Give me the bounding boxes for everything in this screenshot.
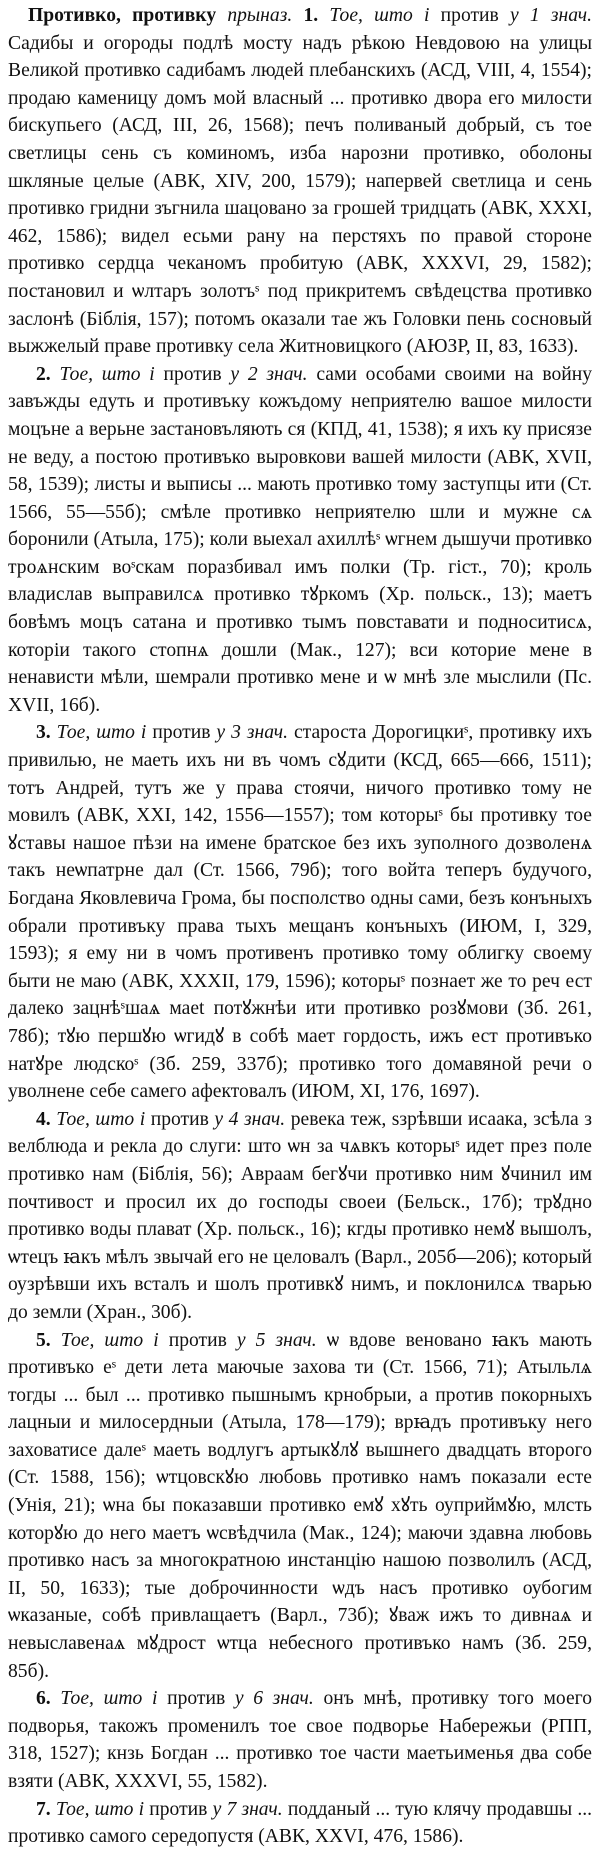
sense-gloss-word: против [150, 1108, 209, 1130]
sense-gloss-ref: у 1 знач. [509, 5, 592, 26]
sense-text: сами особами своими на войну завъжды едуть и противъку кожъдому неприятелю вашое милости моцъне а верьне застановъляють ся (КПД, 41, 1538); я ихъ ку присязе не веду, а постою противъко выровкови вашей милости (АВК, XVII, 58, 1539); листы и выписы ... мають противко тому заступцы ити (Ст. 1566, 55—55б); смѣле противко неприятелю шли и мужне сѧ боронили (Атыла, 175); коли выехал ахиллѣˢ ѡгнем дышучи противко троѧнским воˢскам поразбивал имъ полки (Тр. гіст., 70); кроль владислав выправилсѧ противко тꙋркомъ (Хр. польск., 13); маетъ бовѣмъ моцъ сатана и противко тымъ повставати и подноситисѧ, которіи такого стопнѧ дошли (Мак., 127); вси которие мене в ненависти мѣли, шемрали противко мене и ѡ мнѣ зле мыслили (Пс. XVII, 16б). [8, 363, 593, 716]
sense-gloss: Тое, што і [56, 1108, 146, 1130]
sense-1-paragraph [8, 2, 592, 361]
sense-gloss: Тое, што і [60, 1329, 159, 1351]
sense-gloss-ref: у 3 знач. [216, 722, 288, 744]
sense-7-paragraph [8, 1796, 592, 1851]
sense-text: подданый ... тую клячу продавшы ... противко самого середопустя (АВК, XXVI, 476, 1586). [8, 1798, 593, 1848]
sense-text: староста Дорогицкиˢ, противку ихъ привилью, не маеть ихъ ни въ чомъ сꙋдити (КСД, 665—666, 1511); тотъ Андрей, тутъ же у права стоячи, ничого противко тому не мовилъ (АВК, XXI, 142, 1556—1557); том которыˢ бы противку тое ꙋставы нашое пѣзи на имене братское без ихъ зуполного дозволенѧ такъ неѡпатрне дал (Ст. 1566, 79б); того войта теперъ будучого, Богдана Яковлевича Грома, бы посполство одны сами, безъ конъныхъ обрали противъку права тыхъ мещанъ конъныхъ (ИЮМ, I, 329, 1593); я ему ни в чомъ противенъ противко тому облигку своему быти не маю (АВК, XXXII, 179, 1596); которыˢ познает же то реч ест далеко зацнѣˢшаѧ маеt потꙋжнѣи ити противко розꙋмови (Зб. 261, 78б); тꙋю першꙋю ѡгидꙋ в собѣ мает гордость, ижъ ест противъко натꙋре людскоˢ (Зб. 259, 337б); противко того домавяной речи о уволнене себе самего афектовалъ (ИЮМ, XI, 176, 1697). [8, 722, 592, 1103]
sense-gloss: Тое, што і [60, 1688, 158, 1710]
sense-number: 6. [36, 1688, 51, 1710]
headword: Противко, противку [28, 5, 217, 26]
sense-4-paragraph [8, 1106, 592, 1327]
sense-text: ѡ вдове веновано ꙗкъ мають противъко еˢ дети лета маючые захова ти (Ст. 1566, 71); Атыльлѧ тогды ... был ... противко пышнымъ крнобрыи, а против покорныхъ лацныи и милосердныи (Атыла, 178—179); врꙗдъ противъку него заховатисе далеˢ маеть водлугъ артыкꙋлꙋ вышнего двадцать второго (Ст. 1588, 156); ѡтцовскꙋю любовь противко намъ показали есте (Унія, 21); ѡна бы показавши противко емꙋ хꙋть оуприймꙋю, млсть которꙋю до него маетъ ѡсвѣдчила (Мак., 124); маючи здавна любовь противко насъ за многократною инстанцію нашою позволилъ (АСД, II, 50, 1633); тые доброчинности ѡдъ насъ противко оубогим ѡказаные, собѣ привлащаетъ (Варл., 73б); ꙋваж ижъ то дивнаѧ и невыславенаѧ мꙋдрост ѡтца небесного противъко намъ (Зб. 259, 85б). [8, 1329, 592, 1682]
sense-gloss-word: против [440, 5, 499, 26]
sense-2-paragraph [8, 361, 592, 720]
sense-5-paragraph [8, 1327, 592, 1686]
sense-text: ревека теж, ѕзрѣвши исаака, зсѣла з велблюда и рекла до слуги: што ѡн за чѧвкъ которыˢ идет през поле противко нам (Біблія, 56); Авраам бегꙋчи противко ним ꙋчинил им почтивост и просил их до господы своеи (Бельск., 17б); трꙋдно противко воды плават (Хр. польск., 16); кгды противко немꙋ вышолъ, ѡтецъ ꙗкъ мѣлъ звычай его не целовалъ (Варл., 205б—206); который оузрѣвши ихъ всталъ и шолъ противкꙋ нимъ, и поклонилсѧ тварью до земли (Хран., 30б). [8, 1108, 592, 1323]
sense-gloss-ref: у 5 знач. [236, 1329, 317, 1351]
sense-6-paragraph [8, 1685, 592, 1795]
sense-gloss-ref: у 4 знач. [214, 1108, 286, 1130]
sense-text: онъ мнѣ, противку того моего подворья, такожъ променилъ тое свое подворье Набережьи (РПП, 318, 1527); кнзь Богдан ... противко тое части маетьименья два собе взяти (АВК, XXXVI, 55, 1582). [8, 1688, 592, 1792]
sense-gloss: Тое, што і [55, 1798, 145, 1820]
sense-number: 7. [36, 1798, 51, 1820]
sense-number: 5. [36, 1329, 51, 1351]
sense-text: Садибы и огороды подлѣ мосту надъ рѣкою Невдовою на улицы Великой противко садибамъ людей плебанскихъ (АСД, VIII, 4, 1554); продаю каменицу домъ мой власный ... противко двора его милости бискупьего (АСД, III, 26, 1568); печъ поливаный добрый, съ тое светлицы сень съ коминомъ, изба нарозни противко, оболоны шкляные целые (АВК, XIV, 200, 1579); напервей светлица и сень противко гридни зъгнила шацовано за грошей тридцать (АВК, XXXI, 462, 1586); видел есьми рану на перстяхъ по правой стороне противко сердца чеканомъ пробитую (АВК, XXXVI, 29, 1582); постановил и ѡлтаръ золотъˢ под прикритемъ свѣдецства противко заслонѣ (Біблія, 157); потомъ оказали тае жъ Головки пень сосновый выжжелый праве противку села Житновицкого (АЮЗР, II, 83, 1633). [8, 32, 592, 358]
sense-gloss-ref: у 6 знач. [234, 1688, 314, 1710]
sense-gloss-ref: у 7 знач. [212, 1798, 283, 1820]
sense-gloss-word: против [168, 1329, 227, 1351]
sense-number: 3. [36, 722, 51, 744]
sense-number: 2. [36, 363, 51, 385]
sense-gloss-word: против [152, 722, 211, 744]
sense-gloss-word: против [167, 1688, 226, 1710]
sense-gloss: Тое, што і [56, 722, 147, 744]
sense-gloss: Тое, што і [329, 5, 430, 26]
dictionary-page [8, 2, 592, 1851]
sense-gloss-ref: у 2 знач. [230, 363, 308, 385]
grammar-label: прыназ. [227, 5, 293, 26]
sense-gloss: Тое, што і [59, 363, 155, 385]
sense-3-paragraph [8, 719, 592, 1105]
sense-number: 4. [36, 1108, 51, 1130]
sense-gloss-word: против [163, 363, 222, 385]
sense-gloss-word: против [149, 1798, 208, 1820]
sense-number: 1. [303, 5, 319, 26]
